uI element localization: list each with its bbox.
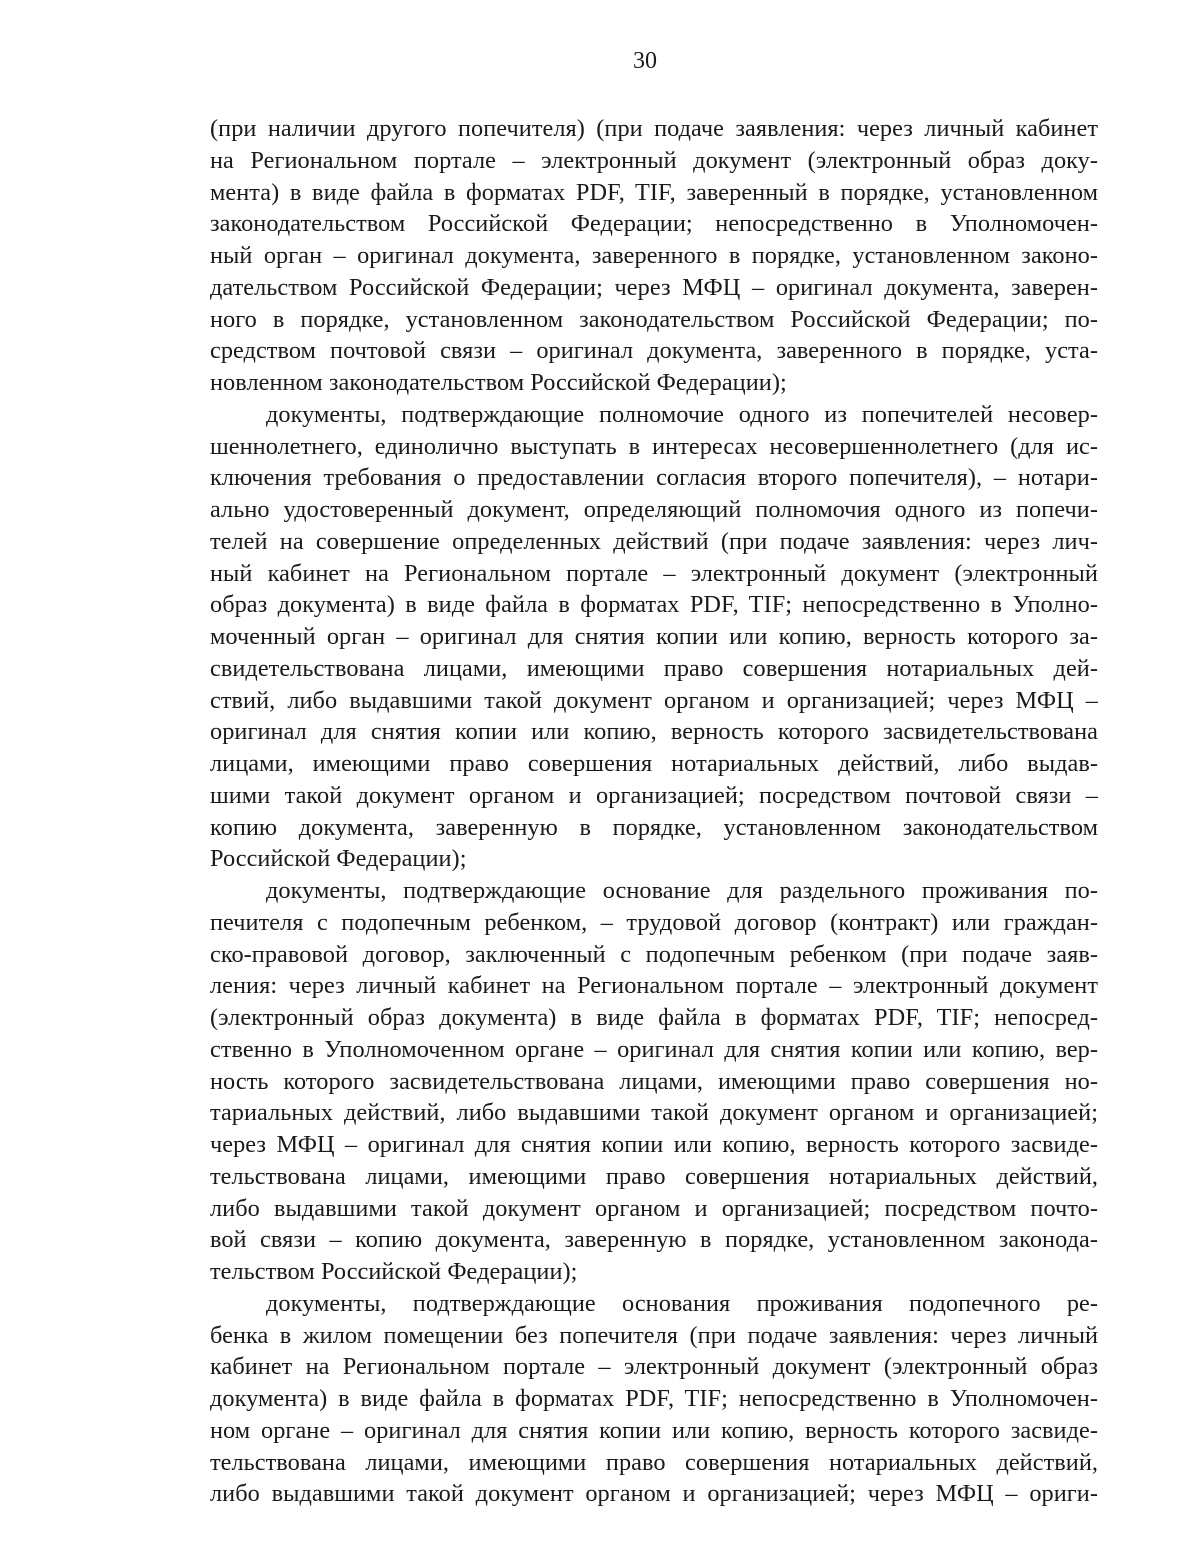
text-line: свидетельствована лицами, имеющими право совершения нотариальных дей- [210, 654, 1098, 682]
text-line: документы, подтверждающие полномочие одного из попечителей несовер- [266, 400, 1098, 428]
text-line: оригинал для снятия копии или копию, верность которого засвидетельствована [210, 718, 1098, 746]
text-line: ного в порядке, установленном законодательством Российской Федерации; по- [210, 305, 1098, 333]
text-line: ственно в Уполномоченном органе – оригинал для снятия копии или копию, вер- [210, 1035, 1098, 1063]
text-line: телей на совершение определенных действий (при подаче заявления: через лич- [210, 527, 1098, 555]
text-line: документы, подтверждающие основание для раздельного проживания по- [266, 877, 1098, 904]
text-line: тариальных действий, либо выдавшими такой документ органом и организацией; [210, 1099, 1098, 1127]
document-body [210, 113, 1098, 1510]
text-line: на Региональном портале – электронный документ (электронный образ доку- [210, 146, 1098, 174]
text-line: ный орган – оригинал документа, заверенного в порядке, установленном законо- [210, 242, 1098, 269]
text-line: ный кабинет на Региональном портале – электронный документ (электронный [210, 559, 1098, 587]
text-line: шеннолетнего, единолично выступать в интересах несовершеннолетнего (для ис- [210, 432, 1098, 460]
text-line: ном органе – оригинал для снятия копии или копию, верность которого засвиде- [210, 1416, 1098, 1444]
text-line: копию документа, заверенную в порядке, установленном законодательством [210, 813, 1098, 841]
text-line: ско-правовой договор, заключенный с подопечным ребенком (при подаче заяв- [210, 940, 1098, 968]
text-line: ально удостоверенный документ, определяющий полномочия одного из попечи- [210, 496, 1098, 523]
text-line: вой связи – копию документа, заверенную в порядке, установленном законода- [210, 1226, 1098, 1254]
text-line: дательством Российской Федерации; через МФЦ – оригинал документа, заверен- [210, 273, 1098, 301]
text-line: средством почтовой связи – оригинал документа, заверенного в порядке, уста- [210, 337, 1098, 365]
text-line: образ документа) в виде файла в форматах PDF, TIF; непосредственно в Уполно- [210, 591, 1098, 619]
text-line: тельствована лицами, имеющими право совершения нотариальных действий, [210, 1448, 1098, 1476]
text-line: документа) в виде файла в форматах PDF, TIF; непосредственно в Уполномочен- [210, 1385, 1098, 1412]
text-line: тельствована лицами, имеющими право совершения нотариальных действий, [210, 1162, 1098, 1190]
text-line: новленном законодательством Российской Федерации); [210, 369, 787, 396]
text-line: кабинет на Региональном портале – электронный документ (электронный образ [210, 1353, 1098, 1381]
text-line: моченный орган – оригинал для снятия копии или копию, верность которого за- [210, 623, 1098, 650]
page-number: 30 [633, 48, 657, 74]
text-line: Российской Федерации); [210, 845, 467, 873]
text-line: тельством Российской Федерации); [210, 1258, 578, 1285]
text-line: (при наличии другого попечителя) (при подаче заявления: через личный кабинет [210, 115, 1098, 142]
text-line: шими такой документ органом и организацией; посредством почтовой связи – [210, 781, 1098, 809]
text-line: ления: через личный кабинет на Региональном портале – электронный документ [210, 972, 1098, 1000]
text-line: лицами, имеющими право совершения нотариальных действий, либо выдав- [210, 750, 1098, 777]
text-line: либо выдавшими такой документ органом и организацией; посредством почто- [210, 1194, 1098, 1222]
text-line: ность которого засвидетельствована лицами, имеющими право совершения но- [210, 1067, 1098, 1095]
text-line: законодательством Российской Федерации; непосредственно в Уполномочен- [210, 210, 1098, 238]
text-line: ключения требования о предоставлении согласия второго попечителя), – нотари- [210, 464, 1098, 492]
text-line: печителя с подопечным ребенком, – трудовой договор (контракт) или граждан- [210, 908, 1098, 936]
text-line: через МФЦ – оригинал для снятия копии или копию, верность которого засвиде- [210, 1131, 1098, 1158]
text-line: документы, подтверждающие основания проживания подопечного ре- [266, 1289, 1098, 1317]
text-line: мента) в виде файла в форматах PDF, TIF, заверенный в порядке, установленном [210, 178, 1098, 206]
text-line: ствий, либо выдавшими такой документ органом и организацией; через МФЦ – [210, 686, 1098, 714]
text-line: либо выдавшими такой документ органом и организацией; через МФЦ – ориги- [210, 1480, 1098, 1508]
text-line: бенка в жилом помещении без попечителя (при подаче заявления: через личный [210, 1321, 1098, 1349]
text-line: (электронный образ документа) в виде файла в форматах PDF, TIF; непосред- [210, 1004, 1098, 1031]
